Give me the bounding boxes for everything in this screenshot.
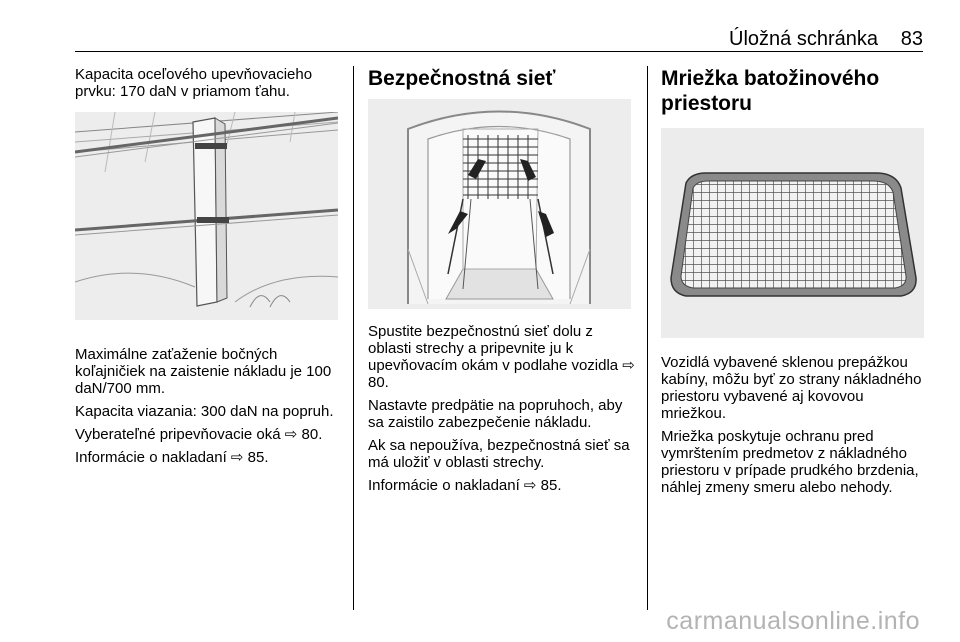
para-grille-equipped: Vozidlá vybavené sklenou prepážkou kabíny, môžu byť zo strany nákladného priestoru vybavené aj kovovou mriežkou. <box>661 354 922 422</box>
column-divider-1 <box>353 66 354 610</box>
safety-net-illustration <box>368 99 631 309</box>
para-store-net: Ak sa nepoužíva, bezpečnostná sieť sa má uložiť v oblasti strechy. <box>368 437 630 471</box>
para-grille-protection: Mriežka poskytuje ochranu pred vymrštením predmetov z nákladného priestoru v prípade prudkého brzdenia, náhlej zmeny smeru alebo nehody. <box>661 428 919 496</box>
section-title: Úložná schránka <box>729 28 878 50</box>
cargo-grille-illustration <box>661 128 924 338</box>
para-loading-info-2: Informácie o nakladaní ⇨ 85. <box>368 477 562 494</box>
column-2 <box>368 66 636 500</box>
para-rail-capacity: Maximálne zaťaženie bočných koľajničiek na zaistenie nákladu je 100 daN/700 mm. <box>75 346 332 397</box>
safety-net-drawing <box>368 99 631 309</box>
cargo-rail-drawing <box>75 112 338 320</box>
page-number: 83 <box>900 28 923 50</box>
watermark: carmanualsonline.info <box>666 607 920 635</box>
para-removable-eyes: Vyberateľné pripevňovacie oká ⇨ 80. <box>75 426 323 443</box>
para-loading-info: Informácie o nakladaní ⇨ 85. <box>75 449 269 466</box>
heading-safety-net: Bezpečnostná sieť <box>368 67 556 90</box>
para-strap-capacity: Kapacita viazania: 300 daN na popruh. <box>75 403 334 420</box>
column-1 <box>75 66 345 472</box>
column-divider-2 <box>647 66 648 610</box>
page-header <box>0 0 960 52</box>
para-lower-net: Spustite bezpečnostnú sieť dolu z oblasti strechy a pripevnite ju k upevňovacím okám v podlahe vozidla ⇨ 80. <box>368 323 635 391</box>
para-tension-straps: Nastavte predpätie na popruhoch, aby sa zaistilo zabezpečenie nákladu. <box>368 397 623 431</box>
intro-text: Kapacita oceľového upevňovacieho prvku: 170 daN v priamom ťahu. <box>75 66 313 100</box>
cargo-rail-illustration <box>75 112 338 320</box>
column-3 <box>661 66 929 502</box>
cargo-grille-drawing <box>661 128 924 338</box>
header-rule <box>75 51 923 52</box>
heading-cargo-grille: Mriežka batožinového priestoru <box>661 67 880 115</box>
